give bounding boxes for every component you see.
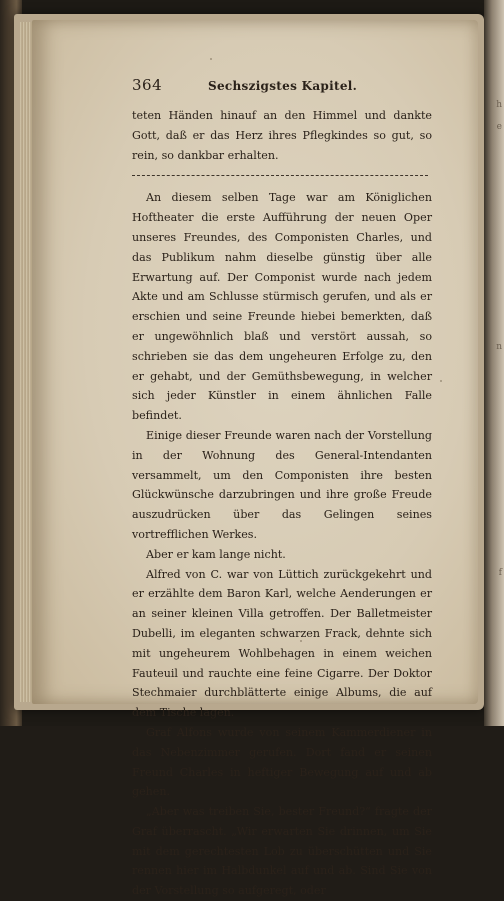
section-divider: [132, 175, 428, 188]
paper-speck: [210, 58, 212, 60]
next-page-letter: n: [496, 342, 502, 352]
paragraph: teten Händen hinauf an den Himmel und dankte Gott, daß er das Herz ihres Pflegkindes so gut, so rein, so dankbar erhalten.: [132, 109, 432, 162]
paragraph: An diesem selben Tage war am Königlichen Hoftheater die erste Aufführung der neuen Oper unseres Freundes, des Componisten Charles, und das Publikum nahm dieselbe günstig über alle Erwartung auf. Der Componist wurde nach jedem Akte und am Schlusse stürmisch gerufen, und als er erschien und seine Freunde hiebei bemerkten, daß er ungewöhnlich blaß und verstört aussah, so schrieben sie das dem ungeheuren Erfolge zu, den er gehabt, und der Gemüthsbewegung, in welcher sich jeder Künstler in einem ähnlichen Falle befindet.: [132, 191, 432, 423]
running-title: Sechszigstes Kapitel.: [208, 79, 358, 93]
page-header: [132, 76, 432, 98]
next-page-strip: [484, 0, 504, 726]
page-number: 364: [132, 76, 163, 94]
page-content: [132, 76, 432, 901]
paper-speck: [440, 380, 442, 382]
paragraph: Graf Alfons wurde von seinem Kammerdiener in das Nebenzimmer gerufen. Dort fand er seinen Freund Charles in heftiger Bewegung auf und ab gehen.: [132, 725, 432, 799]
next-page-letter: h: [496, 100, 502, 110]
paragraph: Einige dieser Freunde waren nach der Vorstellung in der Wohnung des General-Intendanten versammelt, um den Componisten ihre besten Glückwünsche darzubringen und ihre große Freude auszudrücken über das Gelingen seines vortrefflichen Werkes.: [132, 428, 432, 541]
paragraph: Aber er kam lange nicht.: [146, 547, 286, 561]
paragraph: „Aber was treiben Sie, bester Freund?“ fragte der Graf überrascht. „Wir erwarten Sie drinnen, um Sie mit dem gerechtesten Lob zu überschütten und Sie rennen hier im Halbdunkel auf und ab. Sind Sie von der Vorstellung so aufgeregt, oder: [132, 805, 432, 898]
paragraph: Alfred von C. war von Lüttich zurückgekehrt und er erzählte dem Baron Karl, welche Aenderungen er an seiner kleinen Villa getroffen. Der Balletmeister Dubelli, im eleganten schwarzen Frack, dehnte sich mit ungeheurem Wohlbehagen in einem weichen Fauteuil und rauchte eine feine Cigarre. Der Doktor Stechmaier durchblätterte einige Albums, die auf dem Tische lagen.: [132, 567, 432, 720]
next-page-letter: f: [498, 568, 502, 578]
next-page-letter: e: [496, 122, 502, 132]
